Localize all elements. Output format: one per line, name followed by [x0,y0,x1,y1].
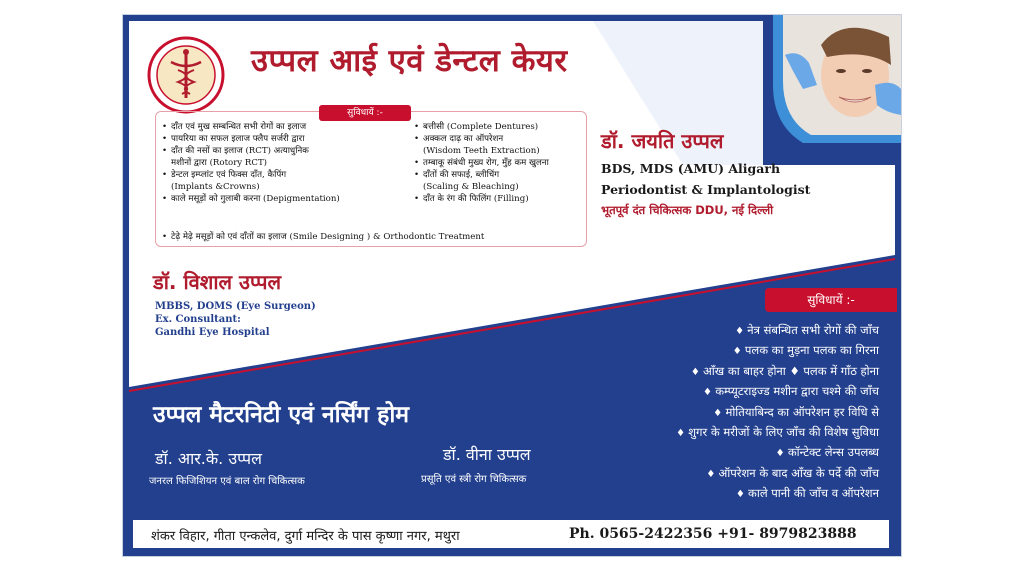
list-item: ♦ पलक का मुड़ना पलक का गिरना [676,341,879,361]
list-item: मशीनों द्वारा (Rotory RCT) [171,158,268,168]
list-item: ♦ शुगर के मरीजों के लिए जाँच की विशेष सुविधा [676,423,879,443]
doctor-veena-role: प्रसूति एवं स्त्री रोग चिकित्सक [421,474,527,485]
doctor-jayati-former-post: भूतपूर्व दंत चिकित्सक DDU, नई दिल्ली [601,203,774,217]
list-item: • पायरिया का सफल इलाज फ्लैप सर्जरी द्वारा [161,133,340,145]
list-item: • डेन्टल इम्प्लांट एवं फिक्स दाँत, कैपिंग [161,169,340,181]
doctor-rk-name: डॉ. आर.के. उप्पल [155,449,262,468]
list-item: • दाँत के रंग की फिलिंग (Filling) [413,193,549,205]
eye-facilities-list [676,321,879,505]
maternity-home-title: उप्पल मैटरनिटी एवं नर्सिंग होम [153,402,410,428]
list-item: ♦ ऑपरेशन के बाद आँख के पर्दे की जाँच [676,464,879,484]
dental-facilities-badge: सुविधायें :- [319,105,411,121]
list-item: • अक्कल दाढ़ का ऑपरेशन [413,133,549,145]
doctor-vishal-hospital: Gandhi Eye Hospital [155,327,270,338]
caduceus-logo-icon [147,36,225,114]
list-item: • दाँत एवं मुख सम्बन्धित सभी रोगों का इलाज [161,121,340,133]
clinic-phone: Ph. 0565-2422356 +91- 8979823888 [569,526,857,542]
dental-facilities-col1 [161,121,340,205]
clinic-poster [122,14,902,557]
list-item: ♦ कम्प्यूटराइज्ड मशीन द्वारा चश्मे की जाँच [676,382,879,402]
list-item: ♦ आँख का बाहर होना ♦ पलक में गाँठ होना [676,362,879,382]
list-item: • बत्तीसी (Complete Dentures) [413,121,549,133]
doctor-jayati-name: डॉ. जयति उप्पल [601,129,724,153]
doctor-vishal-degree: MBBS, DOMS (Eye Surgeon) [155,301,316,312]
doctor-jayati-specialty: Periodontist & Implantologist [601,182,811,197]
list-item: • दाँतों की सफाई, ब्लीचिंग [413,169,549,181]
list-item: (Implants &Crowns) [171,182,260,192]
doctor-vishal-consultant-label: Ex. Consultant: [155,314,241,325]
doctor-veena-name: डॉ. वीना उप्पल [443,445,531,464]
page-title: उप्पल आई एवं डेन्टल केयर [251,43,568,79]
list-item: • काले मसूड़ों को गुलाबी करना (Depigmentation) [161,193,340,205]
list-item: ♦ मोतियाबिन्द का ऑपरेशन हर विधि से [676,403,879,423]
list-item: ♦ नेत्र संबन्धित सभी रोगों की जाँच [676,321,879,341]
eye-facilities-badge: सुविधायें :- [765,288,897,312]
list-item: (Wisdom Teeth Extraction) [423,146,540,156]
list-item: ♦ काले पानी की जाँच व ऑपरेशन [676,484,879,504]
list-item: • दाँत की नसों का इलाज (RCT) अत्याधुनिक [161,145,340,157]
doctor-jayati-degree: BDS, MDS (AMU) Aligarh [601,161,781,176]
dental-facilities-col2 [413,121,549,205]
list-item: (Scaling & Bleaching) [423,182,519,192]
list-item: ♦ कॉन्टेक्ट लेन्स उपलब्ध [676,443,879,463]
list-item: • टेढ़े मेढ़े मसूड़ों को एवं दाँतों का इलाज (Smile Designing ) & Orthodontic Treatment [161,231,484,243]
smiling-woman-photo [763,15,901,143]
dental-facilities-bottom [161,231,484,243]
clinic-address: शंकर विहार, गीता एन्कलेव, दुर्गा मन्दिर के पास कृष्णा नगर, मथुरा [151,529,460,544]
list-item: • तम्बाकू संबंधी मुख्य रोग, मुँह कम खुलना [413,157,549,169]
doctor-vishal-name: डॉ. विशाल उप्पल [153,270,282,294]
doctor-rk-role: जनरल फिजिशियन एवं बाल रोग चिकित्सक [149,476,305,487]
